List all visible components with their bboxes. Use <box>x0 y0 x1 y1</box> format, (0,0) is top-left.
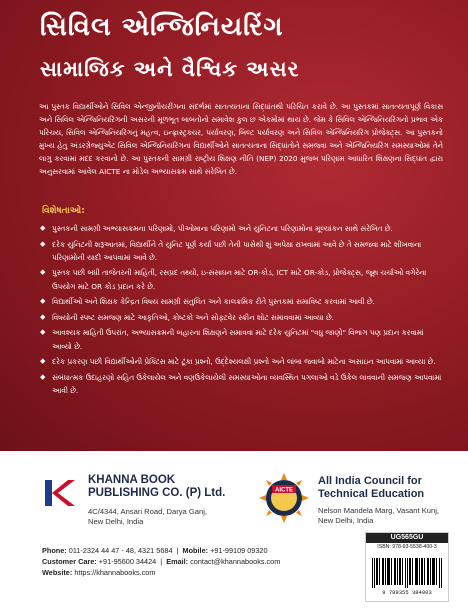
diamond-bullet-icon: ◆ <box>40 328 46 337</box>
publisher-name-line-2: PUBLISHING CO. (P) Ltd. <box>88 487 226 499</box>
feature-item <box>40 371 444 397</box>
feature-text: પુસ્તકની સામગ્રી અભ્યાસક્રમના પરિણામો, પીઓમાના પરિણામો અને યુનિટના પરિણામોના મૂલ્યાંકન સાથે સંરેખિત છે. <box>52 224 393 233</box>
publisher-name-line-1: KHANNA BOOK <box>88 474 176 486</box>
aicte-address-line-2: New Delhi, India <box>318 516 374 525</box>
isbn-text: ISBN: 978-93-5538-400-3 <box>377 544 437 550</box>
feature-text: વિદ્યાર્થીઓ અને શિક્ષક કેન્દ્રિત વિષય સામગ્રી સંતુલિત અને કાલક્રમિક રીતે પુસ્તકમાં સમાવિષ્ટ કરવામાં આવી છે. <box>52 297 375 307</box>
diamond-bullet-icon: ◆ <box>40 224 46 232</box>
feature-item <box>40 355 444 368</box>
publisher-address-line-2: New Delhi, India <box>88 517 144 526</box>
book-description: આ પુસ્તક વિદ્યાર્થીઓને સિવિલ એન્જીનીયરીંગના સંદર્ભમાં સાતત્યતાના સિદ્ધાંતથી પરિચિત કરાવે છે. આ પુસ્તકમાં સાતત્યતાપૂર્ણ વિકાસ અને સિવિલ એન્જિનિયરિંગની અસરની મૂળભૂત બાબતોનો સમાવેશ કુલ છ એકમોમાં થાય છે. જેમ કે સિવિલ એન્જિનિયરિંગનો પ્રભાવ એક પરિચય, સિવિલ એન્જિનિયરિંગનું મહત્વ, ઇન્ફ્રાસ્ટ્રક્ચર, પર્યાવરણ, બિલ્ટ પર્યાવરણ અને સિવિલ એન્જિનિયરિંગ પ્રોજેક્ટ્સ. આ પુસ્તકનો મુખ્ય હેતુ અંડરગ્રેજ્યુએટ સિવિલ એન્જિનિયરિંગના વિદ્યાર્થીઓને સાતત્યતાના સિદ્ધાંતોને સમજવા અને એન્જિનિયરિંગ સમસ્યાઓમાં તેને લાગુ કરવામાં મદદ કરવાનો છે. આ પુસ્તકની સામગ્રી રાષ્ટ્રીય શિક્ષણ નીતિ (NEP) 2020 મુજબ પરિણામ આધારિત શિક્ષણના સિદ્ધાંત દ્વારા અનુસરવામાં આવેલ AICTE ના મોડેલ અભ્યાસક્રમ સાથે સંરેખિત છે. <box>39 102 443 177</box>
aicte-address <box>318 506 458 526</box>
title-line-1: સિવિલ એન્જિનિયરિંગ <box>40 12 284 42</box>
diamond-bullet-icon: ◆ <box>40 312 46 321</box>
feature-text: આવશ્યક માહિતી ઉપરાંત, અભ્યાસક્રમની બહારના શિક્ષણને સમાવવા માટે દરેક યુનિટમાં "વધુ જાણો" વિભાગ પણ પ્રદાન કરવામાં આવ્યો છે. <box>52 328 424 351</box>
diamond-bullet-icon: ◆ <box>40 357 46 366</box>
aicte-logo-icon <box>258 472 310 524</box>
product-code: UG565GU <box>366 533 448 543</box>
features-list <box>40 222 444 400</box>
feature-text: વિષયોની સ્પષ્ટ સમજણ માટે આકૃતિઓ, કોષ્ટકો અને સોફ્ટવેર સ્ક્રીન શોટ સમાવવામાં આવ્યા છે. <box>52 312 334 322</box>
aicte-name <box>318 475 458 501</box>
customer-care-label: Customer Care: <box>42 556 97 566</box>
publisher-address-line-1: 4C/4344, Ansari Road, Darya Ganj, <box>88 507 208 516</box>
title-line-2: સામાજિક અને વૈશ્વિક અસર <box>40 56 300 81</box>
feature-item <box>40 295 444 308</box>
mobile-value: +91-99109 09320 <box>210 546 268 555</box>
website-row <box>42 568 302 579</box>
khanna-book-logo-icon <box>42 476 76 510</box>
feature-item <box>40 326 444 352</box>
publisher-address <box>88 507 248 527</box>
email-link[interactable]: contact@khannabooks.com <box>190 556 281 566</box>
feature-item <box>40 266 444 292</box>
customer-care-value: +91-95600 34424 <box>98 556 157 566</box>
phone-row: Phone: 011-2324 44 47 - 48, 4321 5684 | Mobile: +91-99109 09320 <box>42 546 268 555</box>
aicte-name-line-1: All India Council for <box>318 475 422 487</box>
diamond-bullet-icon: ◆ <box>40 239 46 248</box>
phone-label: Phone: <box>42 546 67 555</box>
website-label: Website: <box>42 567 73 577</box>
diamond-bullet-icon: ◆ <box>40 297 46 306</box>
contact-info <box>42 546 302 578</box>
barcode-icon <box>372 558 442 588</box>
feature-text: દરેક પ્રકરણ પછી વિદ્યાર્થીઓની પ્રેક્ટિસ માટે ટૂંકા પ્રશ્નો, ઉદ્દેશ્યલક્ષી પ્રશ્નો અને લાંબા જવાબો માટેના અસાઇન આપવામાં આવ્યા છે. <box>52 357 436 367</box>
mobile-label: Mobile: <box>182 546 209 555</box>
feature-item <box>40 222 444 235</box>
email-label: Email: <box>166 556 189 566</box>
features-heading: વિશેષતાઓ: <box>42 206 85 216</box>
diamond-bullet-icon: ◆ <box>40 268 46 277</box>
aicte-address-line-1: Nelson Mandela Marg, Vasant Kunj, <box>318 506 440 515</box>
customer-care-row: Customer Care: +91-95600 34424 | Email: contact@khannabooks.com <box>42 556 281 566</box>
publisher-name <box>88 474 278 500</box>
feature-text: સંબંધાત્મક ઉદાહરણો સહિત ઉકેલાયેલ અને વણઉકેલાયેલી સમસ્યાઓના વ્યવસ્થિત પગલાઓ વડે ઉકેલ લાવવાની સમજણ આપવામાં આવી છે. <box>52 372 442 395</box>
aicte-name-line-2: Technical Education <box>318 488 425 500</box>
feature-text: પુસ્તક પછી બધી તાજેતરની માહિતી, રસપ્રદ તથ્યો, ઇ-સંસાધન માટે OR-કોડ, ICT માટે OR-કોડ, પ્રોજેક્ટ્સ, જૂથ ચર્ચાઓ વગેરેના ઉપયોગ માટે OR કોડ પ્રદાન કરે છે. <box>52 268 427 291</box>
barcode-number: 9 789355 384003 <box>382 589 432 596</box>
isbn-barcode-box <box>365 532 449 602</box>
phone-value: 011-2324 44 47 - 48, 4321 5684 <box>68 546 173 555</box>
feature-item <box>40 311 444 324</box>
feature-text: દરેક યુનિટની શરૂઆતમાં, વિદ્યાર્થીને તે યુનિટ પૂર્ણ કર્યા પછી તેની પાસેથી શું અપેક્ષા રાખવામાં આવે છે તે સમજવા માટે શીખવાના પરિણામોની યાદી આપવામાં આવે છે. <box>52 239 422 262</box>
svg-text:AICTE: AICTE <box>275 487 293 494</box>
feature-item <box>40 238 444 264</box>
website-link[interactable]: https://khannabooks.com <box>74 567 156 577</box>
diamond-bullet-icon: ◆ <box>40 372 46 381</box>
